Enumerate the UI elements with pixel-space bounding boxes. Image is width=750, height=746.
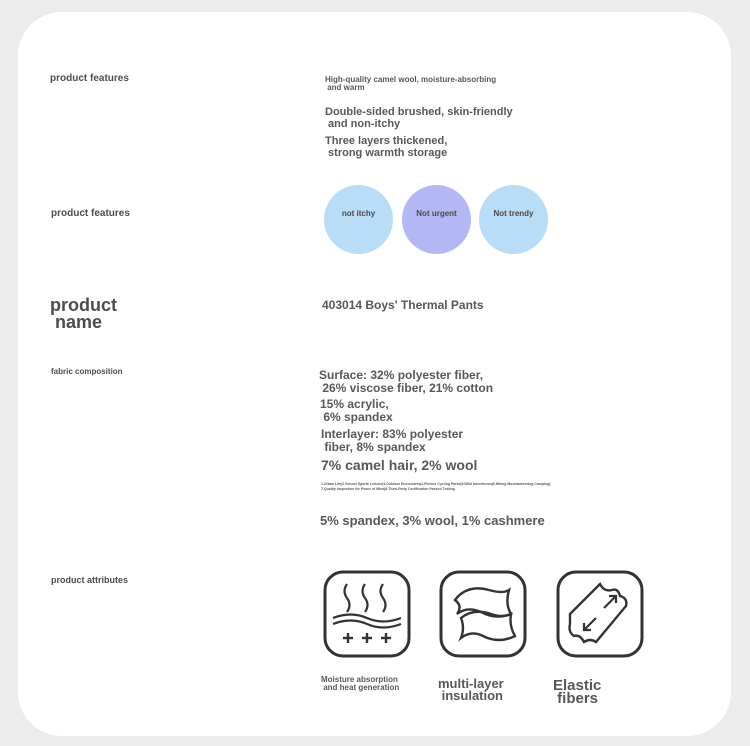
attribute-text-moisture: Moisture absorption and heat generation xyxy=(321,675,400,693)
product-name-value: 403014 Boys' Thermal Pants xyxy=(322,298,484,312)
fabric-surface-line: Surface: 32% polyester fiber, 26% viscose fiber, 21% cotton xyxy=(319,368,494,395)
fabric-spandex-line: 5% spandex, 3% wool, 1% cashmere xyxy=(320,513,545,528)
fabric-composition-label: fabric composition xyxy=(51,367,123,376)
feature-item-3: Three layers thickened, strong warmth storage xyxy=(325,135,448,159)
feature-item-2: Double-sided brushed, skin-friendly and non-itchy xyxy=(325,106,513,130)
product-features-label: product features xyxy=(50,73,129,84)
heat-waves-icon xyxy=(323,570,411,658)
attribute-text-multilayer: multi-layer insulation xyxy=(438,676,504,704)
layers-icon xyxy=(439,570,527,658)
badge-not-urgent: Not urgent xyxy=(402,185,471,254)
attribute-text-elastic: Elastic fibers xyxy=(553,677,602,707)
badge-not-trendy: Not trendy xyxy=(479,185,548,254)
stretch-fabric-icon xyxy=(556,570,644,658)
usage-scenarios-line: 1.Urban Life|2.School Sports Leisure|3.Outdoor Encounters|4.Picnics Cycling Parks|5.Wild Adventures|6.Hiking Mountaineering Camping| 7.Quality Inspection for Peace of Mind|8.Third-Party Certification Passed Testing xyxy=(321,482,551,491)
fabric-acrylic-line: 15% acrylic, 6% spandex xyxy=(320,397,393,424)
product-attributes-label: product attributes xyxy=(51,575,129,585)
product-name-label: product name xyxy=(50,295,117,333)
product-features-label-2: product features xyxy=(51,208,130,219)
fabric-camel-line: 7% camel hair, 2% wool xyxy=(321,457,478,473)
feature-item-1: High-quality camel wool, moisture-absorbing and warm xyxy=(325,75,497,93)
fabric-interlayer-line: Interlayer: 83% polyester fiber, 8% spandex xyxy=(321,427,464,454)
badge-not-itchy: not itchy xyxy=(324,185,393,254)
